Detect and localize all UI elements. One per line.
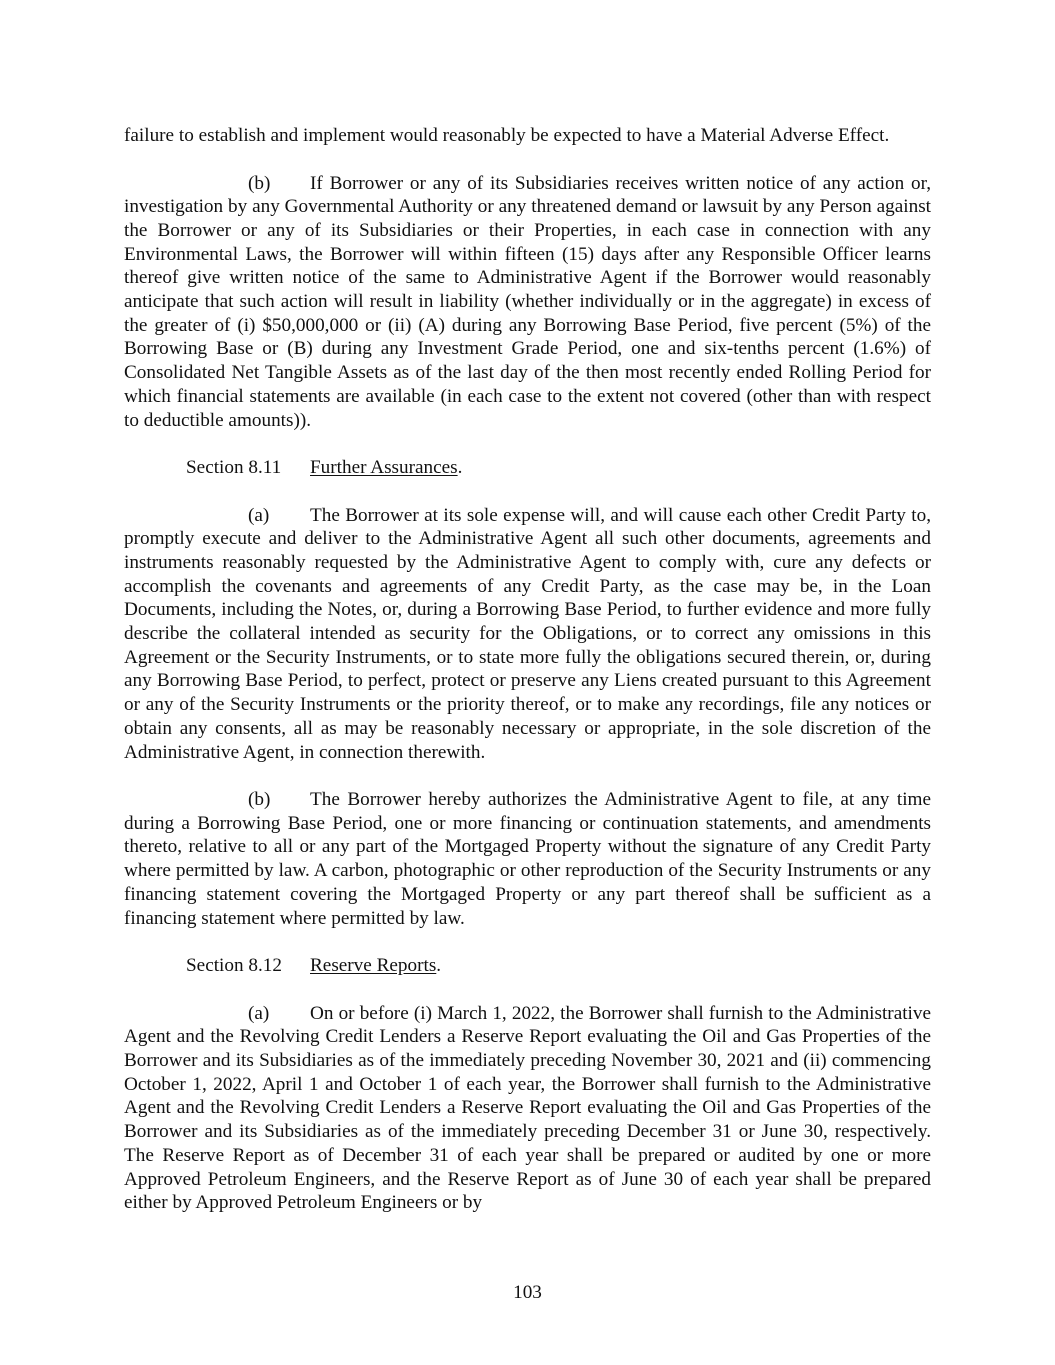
paragraph-continuation: failure to establish and implement would reasonably be expected to have a Material Adverse Effect. <box>124 125 890 146</box>
section-heading-8-12 <box>124 954 931 978</box>
clause-label: (a) <box>248 504 270 526</box>
clause-text: If Borrower or any of its Subsidiaries receives written notice of any action or, investigation by any Governmental Authority or any threatened demand or lawsuit by any Person against the Borrower or any of its Subsidiaries or their Properties, in each case in connection with any Environmental Laws, the Borrower will within fifteen (15) days after any Responsible Officer learns thereof give written notice of the same to Administrative Agent if the Borrower would reasonably anticipate that such action will result in liability (whether individually or in the aggregate) in excess of the greater of (i) $50,000,000 or (ii) (A) during any Borrowing Base Period, five percent (5%) of the Borrowing Base or (B) during any Investment Grade Period, one and six-tenths percent (1.6%) of Consolidated Net Tangible Assets as of the last day of the then most recently ended Rolling Period for which financial statements are available (in each case to the extent not covered (other than with respect to deductible amounts)). <box>124 172 931 431</box>
section-number: Section 8.11 <box>186 457 282 479</box>
clause-label: (b) <box>248 172 271 194</box>
section-title: Further Assurances <box>310 457 458 479</box>
page-body <box>124 124 931 1215</box>
clause-text: On or before (i) March 1, 2022, the Borrower shall furnish to the Administrative Agent and the Revolving Credit Lenders a Reserve Report evaluating the Oil and Gas Properties of the Borrower and its Subsidiaries as of the immediately preceding November 30, 2021 and (ii) commencing October 1, 2022, April 1 and October 1 of each year, the Borrower shall furnish to the Administrative Agent and the Revolving Credit Lenders a Reserve Report evaluating the Oil and Gas Properties of the Borrower and its Subsidiaries as of the immediately preceding December 31 or June 30, respectively. The Reserve Report as of December 31 of each year shall be prepared or audited by one or more Approved Petroleum Engineers, and the Reserve Report as of June 30 of each year shall be prepared either by Approved Petroleum Engineers or by <box>124 1002 931 1214</box>
clause-label: (b) <box>248 789 271 811</box>
section-title-period: . <box>457 457 463 479</box>
clause-text: The Borrower at its sole expense will, and will cause each other Credit Party to, promptly execute and deliver to the Administrative Agent all such other documents, agreements and instruments reasonably requested by the Administrative Agent to comply with, cure any defects or accomplish the covenants and agreements of any Credit Party, as the case may be, in the Loan Documents, including the Notes, or, during a Borrowing Base Period, to further evidence and more fully describe the collateral intended as security for the Obligations, or to correct any omissions in this Agreement or the Security Instruments, or to state more fully the obligations secured therein, or, during any Borrowing Base Period, to perfect, protect or preserve any Liens created pursuant to this Agreement or any of the Security Instruments or the priority thereof, or to make any recordings, file any notices or obtain any consents, all as may be reasonably necessary or appropriate, in the sole discretion of the Administrative Agent, in connection therewith. <box>124 504 931 763</box>
paragraph-b-financing-statements <box>124 788 931 930</box>
section-number: Section 8.12 <box>186 955 282 977</box>
paragraph-a-reserve-reports <box>124 1002 931 1215</box>
paragraph-a-further-assurances <box>124 504 931 765</box>
section-title-period: . <box>436 955 442 977</box>
section-heading-8-11 <box>124 456 931 480</box>
section-title: Reserve Reports <box>310 955 437 977</box>
page-number: 103 <box>513 1282 542 1303</box>
clause-text: The Borrower hereby authorizes the Administrative Agent to file, at any time during a Borrowing Base Period, one or more financing or continuation statements, and amendments thereto, relative to all or any part of the Mortgaged Property without the signature of any Credit Party where permitted by law. A carbon, photographic or other reproduction of the Security Instruments or any financing statement covering the Mortgaged Property or any part thereof shall be sufficient as a financing statement where permitted by law. <box>124 789 931 929</box>
clause-label: (a) <box>248 1002 270 1024</box>
paragraph-b-environmental-notice <box>124 172 931 433</box>
